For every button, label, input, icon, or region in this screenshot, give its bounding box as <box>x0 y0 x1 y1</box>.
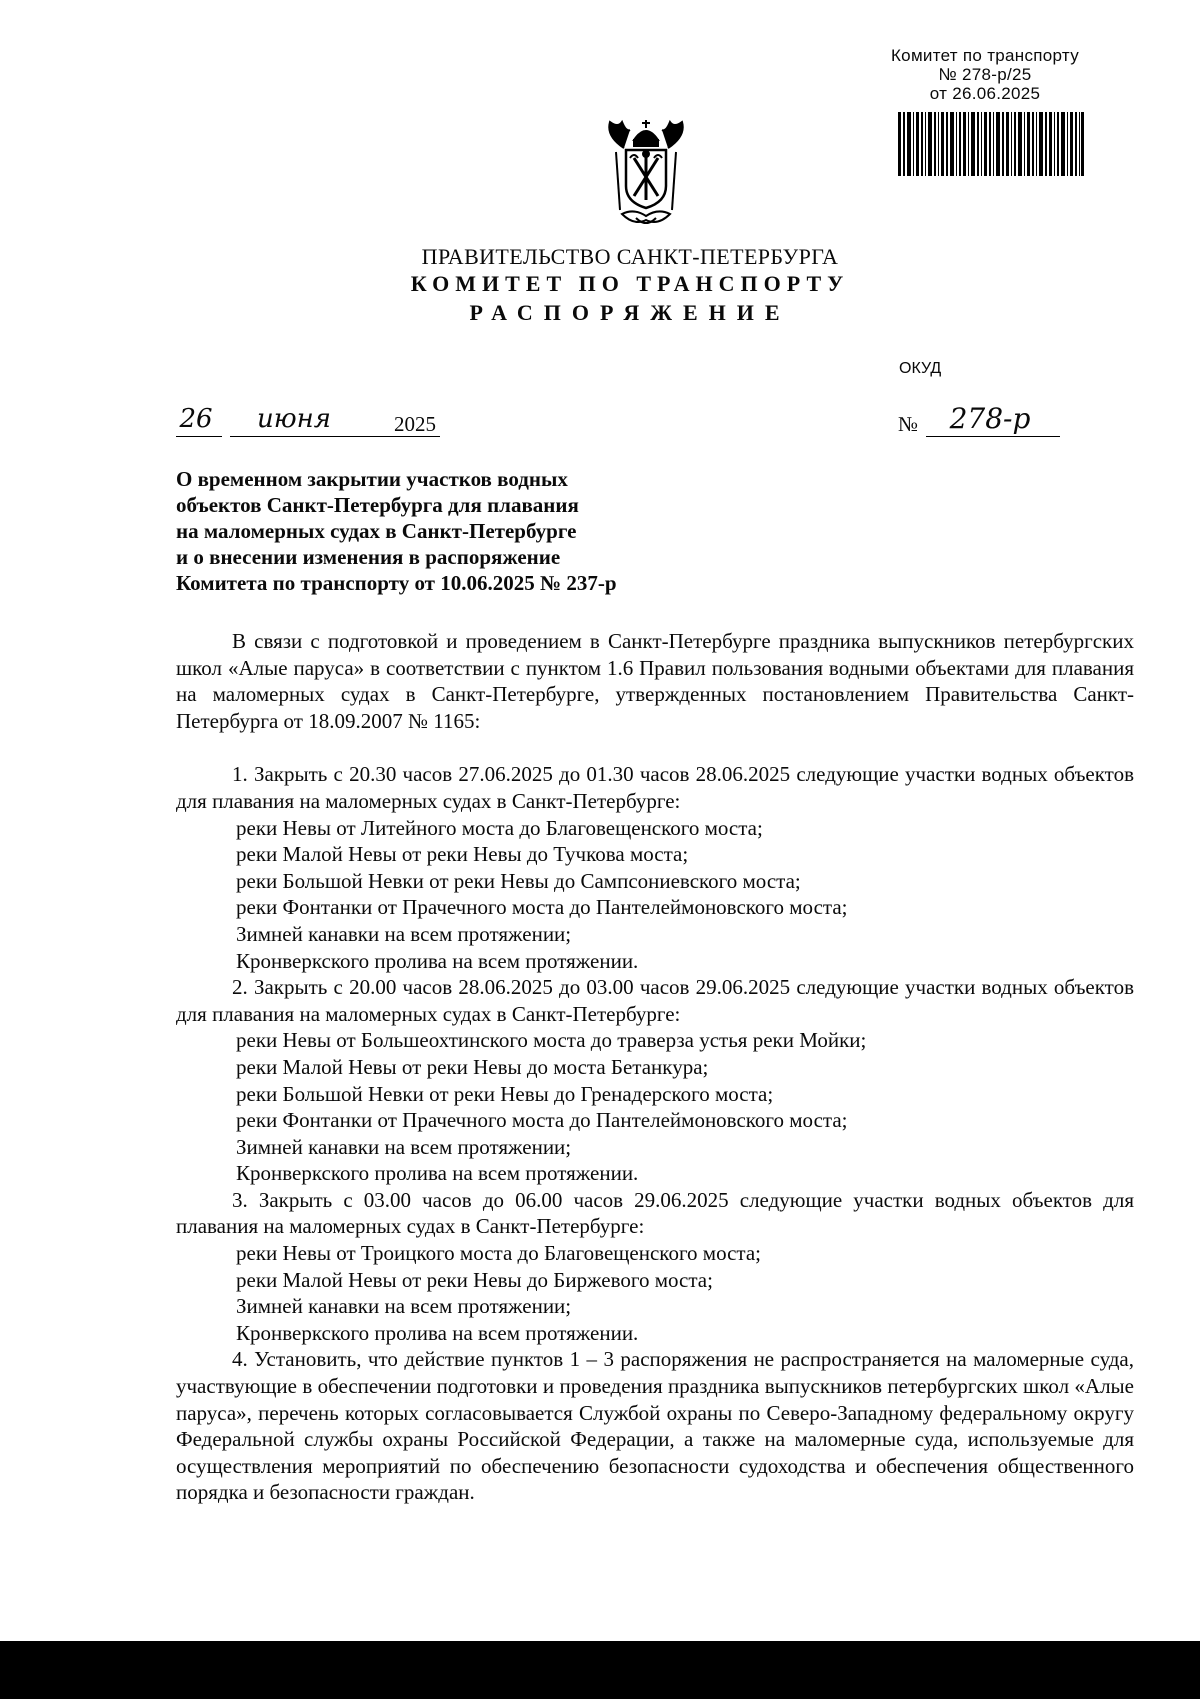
government-name: ПРАВИТЕЛЬСТВО САНКТ-ПЕТЕРБУРГА <box>421 244 839 269</box>
title-line: объектов Санкт-Петербурга для плавания <box>176 493 579 517</box>
item-3-paragraph: 3. Закрыть с 03.00 часов до 06.00 часов 29.06.2025 следующие участки водных объектов для плавания на маломерных судах в Санкт-Петербурге: <box>176 1187 1134 1239</box>
item-1-paragraph: 1. Закрыть с 20.30 часов 27.06.2025 до 01.30 часов 28.06.2025 следующие участки водных объектов для плавания на маломерных судах в Санкт-Петербурге: <box>176 762 1134 813</box>
document-number <box>898 404 1068 444</box>
barcode-image <box>898 112 1084 176</box>
okud-label: ОКУД <box>899 360 942 377</box>
area-list-item: реки Большой Невки от реки Невы до Сампсониевского моста; <box>236 868 801 893</box>
document-header <box>380 244 880 328</box>
date-month-handwritten: июня <box>257 404 331 434</box>
number-underline <box>926 436 1060 437</box>
area-list-item: реки Фонтанки от Прачечного моста до Пантелеймоновского моста; <box>236 895 848 920</box>
number-handwritten: 278-р <box>949 402 1031 435</box>
area-list-item: реки Фонтанки от Прачечного моста до Пантелеймоновского моста; <box>236 1108 848 1133</box>
area-list-item: реки Малой Невы от реки Невы до Тучкова моста; <box>236 842 689 867</box>
scan-bottom-border <box>0 1641 1200 1699</box>
date-day-handwritten: 26 <box>179 404 213 434</box>
area-list-item: реки Малой Невы от реки Невы до Биржевого моста; <box>236 1267 713 1292</box>
area-list-item: реки Невы от Литейного моста до Благовещенского моста; <box>236 815 763 840</box>
coat-of-arms-icon <box>596 118 696 230</box>
document-body <box>176 628 1134 1506</box>
number-sign: № <box>898 412 919 436</box>
area-list-item: реки Малой Невы от реки Невы до моста Бетанкура; <box>236 1054 709 1079</box>
item-2-paragraph: 2. Закрыть с 20.00 часов 28.06.2025 до 03.00 часов 29.06.2025 следующие участки водных объектов для плавания на маломерных судах в Санкт-Петербурге: <box>176 975 1134 1026</box>
stamp-line-number: № 278-р/25 <box>938 65 1032 84</box>
date-year: 2025 <box>394 412 436 436</box>
title-line: на маломерных судах в Санкт-Петербурге <box>176 519 577 543</box>
item-4-paragraph: 4. Установить, что действие пунктов 1 – 3 распоряжения не распространяется на маломерные суда, участвующие в обеспечении подготовки и проведения праздника выпускников петербургских школ «Алые паруса», перечень которых согласовывается Службой охраны по Северо-Западному федеральному округу Федеральной службы охраны Российской Федерации, а также на маломерные суда, используемые для осуществления мероприятий по обеспечению безопасности судоходства и обеспечения общественного порядка и безопасности граждан. <box>176 1347 1134 1505</box>
area-list-item: Кронверкского пролива на всем протяжении. <box>236 1161 639 1186</box>
registration-stamp <box>860 46 1110 103</box>
date-day-underline <box>176 436 222 437</box>
document-type: РАСПОРЯЖЕНИЕ <box>469 300 791 325</box>
area-list-item: Кронверкского пролива на всем протяжении. <box>236 1320 639 1345</box>
stamp-line-committee: Комитет по транспорту <box>890 46 1080 65</box>
area-list-item: Зимней канавки на всем протяжении; <box>236 1134 572 1159</box>
area-list-item: реки Невы от Троицкого моста до Благовещенского моста; <box>236 1241 762 1266</box>
title-line: О временном закрытии участков водных <box>176 467 568 491</box>
title-line: и о внесении изменения в распоряжение <box>176 545 561 569</box>
document-date <box>176 404 466 444</box>
title-line: Комитета по транспорту от 10.06.2025 № 237-р <box>176 571 617 595</box>
preamble-paragraph: В связи с подготовкой и проведением в Санкт-Петербурге праздника выпускников петербургских школ «Алые паруса» в соответствии с пунктом 1.6 Правил пользования водными объектами для плавания на маломерных судах в Санкт-Петербурге, утвержденных постановлением Правительства Санкт-Петербурга от 18.09.2007 № 1165: <box>176 629 1134 733</box>
area-list-item: Зимней канавки на всем протяжении; <box>236 1294 572 1319</box>
area-list-item: Зимней канавки на всем протяжении; <box>236 921 572 946</box>
area-list-item: реки Большой Невки от реки Невы до Гренадерского моста; <box>236 1081 774 1106</box>
area-list-item: Кронверкского пролива на всем протяжении. <box>236 948 639 973</box>
paragraph-gap <box>176 734 1134 761</box>
stamp-line-date: от 26.06.2025 <box>929 84 1041 103</box>
area-list-item: реки Невы от Большеохтинского моста до траверза устья реки Мойки; <box>236 1028 867 1053</box>
document-title <box>176 466 736 596</box>
committee-name: КОМИТЕТ ПО ТРАНСПОРТУ <box>410 271 850 296</box>
